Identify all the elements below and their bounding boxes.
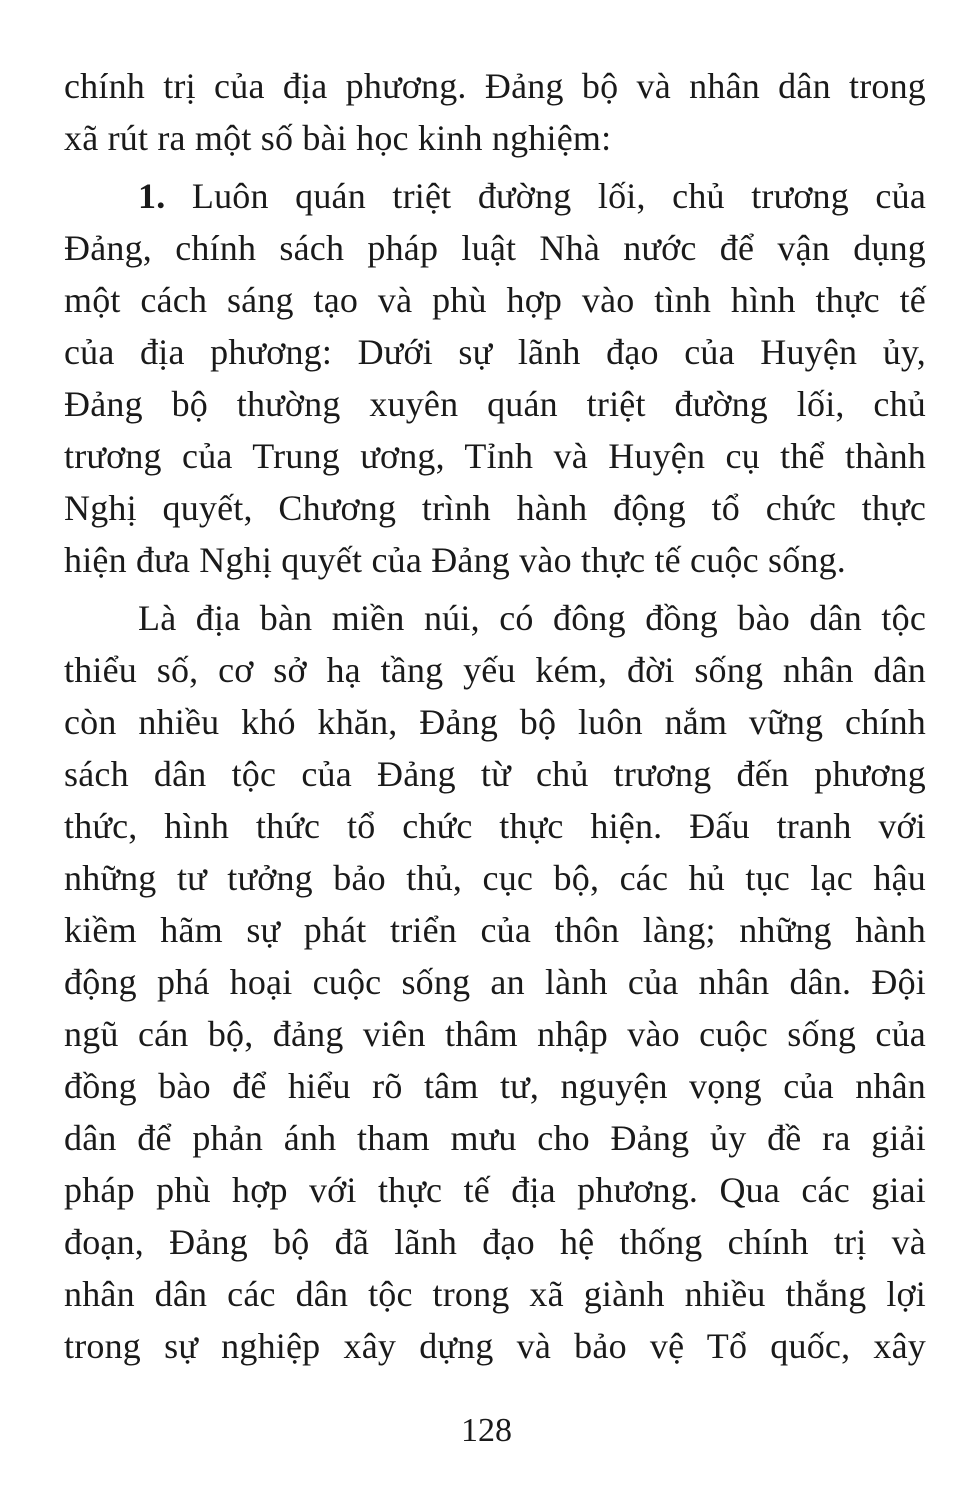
text-line: thiểu số, cơ sở hạ tầng yếu kém, đời sống nhân dân <box>64 650 926 690</box>
text-line: một cách sáng tạo và phù hợp vào tình hình thực tế <box>64 280 926 320</box>
text-line: Là địa bàn miền núi, có đông đồng bào dân tộc <box>138 598 926 638</box>
text-line: đoạn, Đảng bộ đã lãnh đạo hệ thống chính trị và <box>64 1222 926 1262</box>
text-line: chính trị của địa phương. Đảng bộ và nhân dân trong <box>64 66 926 106</box>
text-line: những tư tưởng bảo thủ, cục bộ, các hủ tục lạc hậu <box>64 858 926 898</box>
text-line: động phá hoại cuộc sống an lành của nhân dân. Đội <box>64 962 926 1002</box>
text-line: thức, hình thức tổ chức thực hiện. Đấu tranh với <box>64 806 926 846</box>
text-line: nhân dân các dân tộc trong xã giành nhiều thắng lợi <box>64 1274 926 1314</box>
text-line-content: Luôn quán triệt đường lối, chủ trương của <box>165 176 926 216</box>
text-line: ngũ cán bộ, đảng viên thâm nhập vào cuộc sống của <box>64 1014 926 1054</box>
text-line: Đảng bộ thường xuyên quán triệt đường lối, chủ <box>64 384 926 424</box>
text-line: pháp phù hợp với thực tế địa phương. Qua các giai <box>64 1170 926 1210</box>
text-line: trong sự nghiệp xây dựng và bảo vệ Tổ quốc, xây <box>64 1326 926 1366</box>
text-line: còn nhiều khó khăn, Đảng bộ luôn nắm vững chính <box>64 702 926 742</box>
body-text <box>64 60 926 1372</box>
paragraph-lesson-1 <box>64 170 926 586</box>
text-line <box>64 170 926 222</box>
lesson-number: 1. <box>138 176 166 216</box>
page-number: 128 <box>461 1412 512 1449</box>
text-line: của địa phương: Dưới sự lãnh đạo của Huyện ủy, <box>64 332 926 372</box>
text-line: Đảng, chính sách pháp luật Nhà nước để vận dụng <box>64 228 926 268</box>
text-line: kiềm hãm sự phát triển của thôn làng; những hành <box>64 910 926 950</box>
text-line: dân để phản ánh tham mưu cho Đảng ủy đề ra giải <box>64 1118 926 1158</box>
text-line: trương của Trung ương, Tỉnh và Huyện cụ thể thành <box>64 436 926 476</box>
text-line: đồng bào để hiểu rõ tâm tư, nguyện vọng của nhân <box>64 1066 926 1106</box>
text-line: Nghị quyết, Chương trình hành động tổ chức thực <box>64 488 926 528</box>
text-line: sách dân tộc của Đảng từ chủ trương đến phương <box>64 754 926 794</box>
paragraph-main <box>64 592 926 1372</box>
text-line: hiện đưa Nghị quyết của Đảng vào thực tế cuộc sống. <box>64 540 847 580</box>
paragraph-continuation <box>64 60 926 164</box>
text-line: xã rút ra một số bài học kinh nghiệm: <box>64 118 612 158</box>
